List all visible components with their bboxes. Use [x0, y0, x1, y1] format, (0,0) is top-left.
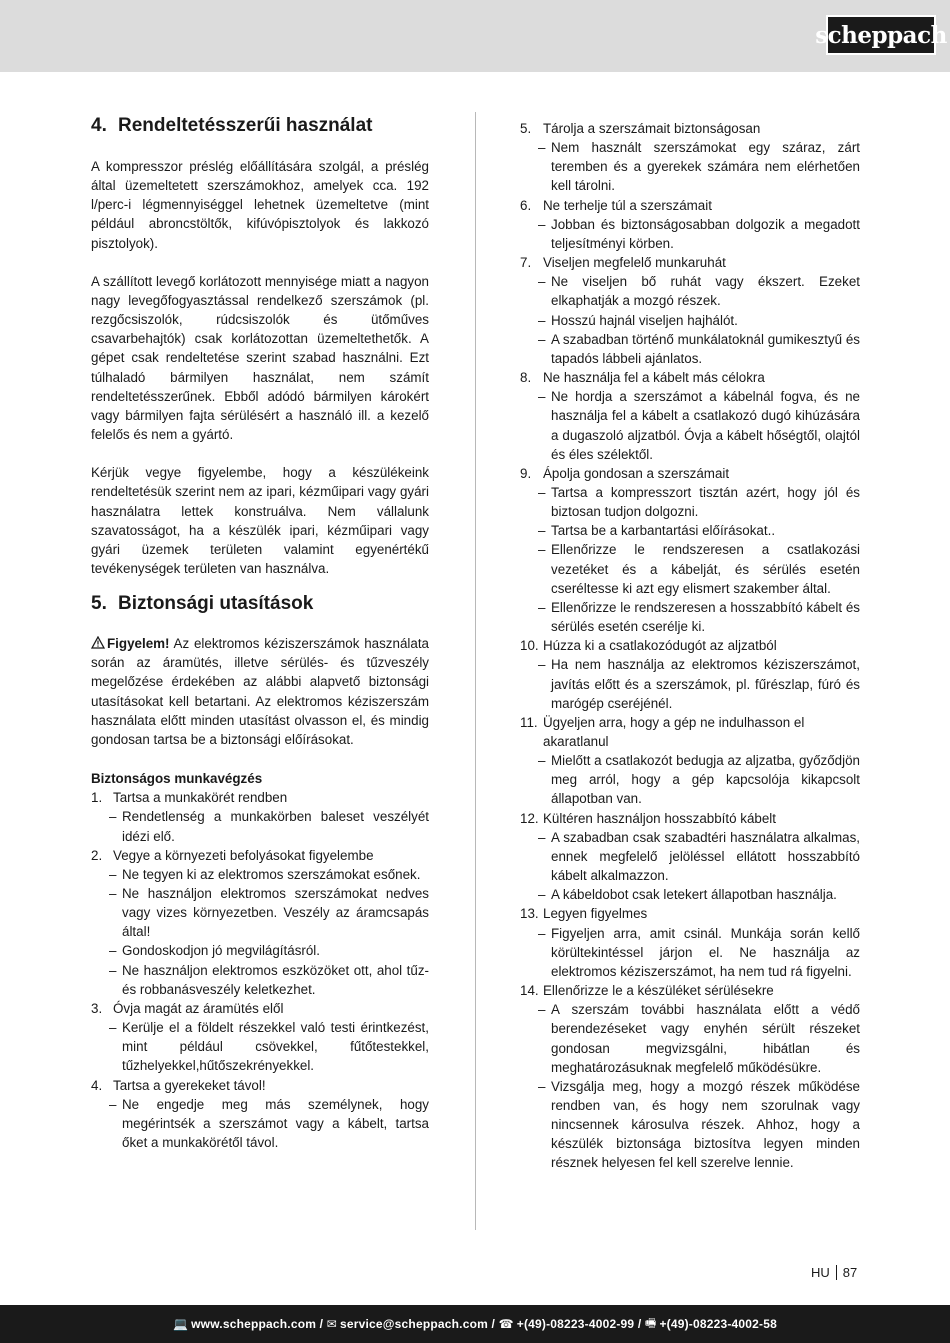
list-sub-item [520, 924, 860, 981]
list-sub-item-text: Nem használt szerszámokat egy száraz, zárt teremben és a gyerekek számára nem elérhetően kell tárolni. [551, 140, 860, 194]
dash-bullet: – [538, 887, 546, 903]
safety-list-right [520, 119, 860, 1173]
list-sub-item-text: Jobban és biztonságosabban dolgozik a megadott teljesítményi körben. [551, 216, 860, 251]
website-link[interactable]: www.scheppach.com / [191, 1317, 324, 1331]
dash-bullet: – [538, 829, 546, 845]
header-band [0, 0, 950, 72]
list-item-number: 4. [91, 1077, 103, 1093]
dash-bullet: – [538, 1002, 546, 1018]
warning-paragraph [91, 634, 429, 749]
dash-bullet: – [538, 657, 546, 673]
warning-label: Figyelem! [107, 636, 170, 652]
list-sub-item-text: Ha nem használja az elektromos kéziszerszámot, javítás előtt és a szerszámok, pl. fűrészlap, fúró és marógép cseréjénél. [551, 657, 860, 711]
list-item-title: Tartsa a munkakörét rendben [113, 790, 288, 806]
list-sub-item-text: A szabadban csak szabadtéri használatra alkalmas, ennek megfelelő jelöléssel ellátott hosszabbító kábelt alkalmazzon. [551, 829, 860, 884]
section-4-paragraph-2: A szállított levegő korlátozott mennyisége miatt a nagyon nagy levegőfogyasztással rendelkező szerszámok (pl. rezgőcsiszolók, rúdcsiszolók és ütőműves csavarbehajtók) csak korlátozottan üzemeltethetők. A gépet csak rendeltetése szerint szabad használni. Ezt túlhaladó bármilyen használat, nem számít rendeltetésszerűnek. Ebből adódó bármilyen károkért vagy bármilyen fajta sérülésért a használó ill. a kezelő felelős és nem a gyártó. [91, 273, 429, 443]
dash-bullet: – [109, 809, 117, 825]
list-sub-item [520, 598, 860, 636]
list-item [520, 636, 860, 655]
dash-bullet: – [538, 331, 546, 347]
list-sub-item-text: Ne engedje meg más személynek, hogy megérintsék a szerszámot vagy a kábelt, tartsa őket a munkakörétől távol. [122, 1096, 429, 1151]
list-item [91, 788, 429, 807]
list-sub-item [520, 885, 860, 904]
list-item-number: 13. [520, 906, 539, 922]
column-divider [475, 112, 476, 1230]
dash-bullet: – [538, 216, 546, 232]
list-item-title: Tartsa a gyerekeket távol! [113, 1077, 266, 1093]
contact-footer [0, 1305, 950, 1343]
dash-bullet: – [109, 1020, 117, 1036]
list-sub-item [520, 215, 860, 253]
brand-logo: scheppach [826, 15, 936, 55]
list-sub-item-text: Ellenőrizze le rendszeresen a csatlakozási vezetéket és a kábelját, és sérülés esetén cseréltesse ki azt egy elismert szakember által. [551, 542, 860, 596]
list-sub-item [91, 884, 429, 941]
list-item-number: 5. [520, 121, 532, 136]
list-sub-item [520, 751, 860, 808]
list-item-title: Vegye a környezeti befolyásokat figyelembe [113, 847, 374, 863]
list-sub-item [91, 941, 429, 960]
list-item-number: 3. [91, 1000, 103, 1016]
list-item-number: 11. [520, 714, 538, 730]
list-item-number: 2. [91, 847, 103, 863]
fax-number: +(49)-08223-4002-58 [659, 1317, 778, 1331]
list-item [91, 1076, 429, 1095]
list-item-title: Ellenőrizze le a készüléket sérülésekre [543, 983, 774, 999]
list-item-number: 10. [520, 638, 539, 654]
section-4-paragraph-3: Kérjük vegye figyelembe, hogy a készülékeink rendeltetésük szerint nem az ipari, kézműipari vagy gyári használatra lettek konstruálva. Nem vállalunk szavatosságot, ha a készülék ipari, kézműipari vagy gyári üzemek területen valamint egyenértékű tevékenységek területen van használva. [91, 465, 429, 576]
list-sub-item-text: A szabadban történő munkálatoknál gumikesztyű és tapadós lábbeli ajánlatos. [551, 331, 860, 366]
dash-bullet: – [538, 523, 546, 539]
list-item [520, 809, 860, 828]
list-sub-item [520, 1000, 860, 1077]
list-sub-item-text: Ne tegyen ki az elektromos szerszámokat esőnek. [122, 866, 421, 882]
list-sub-item [520, 138, 860, 195]
list-item-number: 12. [520, 810, 539, 826]
section-5-heading: 5. Biztonsági utasítások [91, 593, 314, 615]
list-sub-item-text: Tartsa a kompresszort tisztán azért, hogy jól és biztosan tudjon dolgozni. [551, 484, 860, 520]
dash-bullet: – [109, 866, 117, 882]
list-item-number: 14. [520, 983, 539, 999]
list-sub-item [91, 1018, 429, 1075]
list-item [520, 713, 860, 751]
list-item [91, 846, 429, 865]
list-sub-item-text: Ne hordja a szerszámot a kábelnál fogva, és ne használja fel a kábelt a csatlakozó dugó kihúzására a dugaszoló aljzatból. Óvja a kábelt hőségtől, olajtól és éles szélektől. [551, 389, 860, 462]
list-item-title: Legyen figyelmes [543, 906, 648, 922]
computer-icon: 💻 [172, 1317, 189, 1331]
fax-icon: 🖷 [644, 1315, 657, 1330]
list-sub-item-text: Ne viseljen bő ruhát vagy ékszert. Ezeket elkaphatják a mozgó részek. [551, 274, 860, 309]
dash-bullet: – [538, 753, 546, 769]
email-icon: ✉ [326, 1317, 337, 1331]
list-sub-item-text: Tartsa be a karbantartási előírásokat.. [551, 523, 776, 539]
list-sub-item [520, 387, 860, 464]
list-sub-item [520, 272, 860, 310]
list-sub-item [520, 521, 860, 540]
list-item-title: Ápolja gondosan a szerszámait [543, 465, 730, 481]
dash-bullet: – [538, 484, 546, 500]
list-item-number: 9. [520, 465, 532, 481]
list-sub-item-text: A szerszám további használata előtt a védő berendezéseket vagy enyhén sérült részeket gondosan megvizsgálni, hibátlan és meghatározásuknak megfelelő működésükre. [551, 1002, 860, 1075]
dash-bullet: – [109, 886, 117, 901]
list-sub-item-text: Ellenőrizze le rendszeresen a hosszabbító kábelt és sérülés esetén cserélje ki. [551, 599, 860, 635]
list-item-number: 6. [520, 197, 532, 213]
section-4-heading: 4. Rendeltetésszerűi használat [91, 115, 373, 136]
page-num: 87 [842, 1265, 858, 1280]
list-item [520, 196, 860, 215]
section-4-paragraph-1: A kompresszor préslég előállítására szolgál, a préslég által üzemeltetett szerszámokhoz, amelyek cca. 192 l/perc-i légmennyiséggel lehetnek üzemeltetve (mint például abroncstöltők, kifúvópisztolyok és lakkozó pisztolyok). [91, 159, 429, 251]
page-separator [836, 1265, 837, 1280]
safe-work-subheading: Biztonságos munkavégzés [91, 771, 263, 787]
list-item [520, 981, 860, 1000]
right-column [520, 119, 860, 1173]
list-sub-item [520, 540, 860, 597]
list-sub-item-text: Ne használjon elektromos szerszámokat nedves vagy vizes környezetben. Veszély az áramcsapás által! [122, 886, 429, 940]
phone-icon: ☎ [498, 1317, 514, 1331]
list-sub-item-text: Kerülje el a földelt részekkel való testi érintkezést, mint például csövekkel, fűtőtestekkel, tűzhelyekkel,hűtőszekrényekkel. [122, 1020, 429, 1074]
language-code: HU [811, 1265, 830, 1280]
email-link[interactable]: service@scheppach.com / [340, 1317, 496, 1331]
list-sub-item [520, 311, 860, 330]
list-item [91, 999, 429, 1018]
list-sub-item [520, 828, 860, 885]
list-item-number: 7. [520, 255, 532, 271]
list-sub-item-text: Hosszú hajnál viseljen hajhálót. [551, 312, 738, 328]
list-sub-item [520, 1077, 860, 1173]
dash-bullet: – [109, 1096, 117, 1112]
list-item [520, 904, 860, 923]
list-sub-item-text: Ne használjon elektromos eszközöket ott, ahol tűz- és robbanásveszély keletkezhet. [122, 962, 429, 997]
dash-bullet: – [538, 389, 546, 405]
list-item-title: Viseljen megfelelő munkaruhát [543, 255, 726, 271]
list-sub-item [520, 483, 860, 521]
list-sub-item [520, 330, 860, 368]
list-item [520, 464, 860, 483]
list-item-title: Ügyeljen arra, hogy a gép ne indulhasson el akaratlanul [543, 714, 805, 749]
list-sub-item [91, 1095, 429, 1152]
list-sub-item-text: Figyeljen arra, amit csinál. Munkája során kellő körültekintéssel járjon el. Ne használja az elektromos kéziszerszámot, ha nem tud rá figyelni. [551, 925, 860, 979]
dash-bullet: – [538, 925, 546, 941]
list-sub-item [91, 807, 429, 845]
list-item [520, 253, 860, 272]
list-item-title: Kültéren használjon hosszabbító kábelt [543, 810, 777, 826]
list-sub-item [91, 961, 429, 999]
list-item [520, 119, 860, 138]
warning-text: Az elektromos kéziszerszámok használata során az áramütés, illetve sérülés- és tűzveszély megelőzése érdekében az alábbi alapvető biztonsági utasításokat kell betartani. Az elektromos kéziszerszám használata előtt minden utasítást olvasson el, és mindig gondosan tartsa be a biztonsági előírásokat. [91, 636, 429, 747]
dash-bullet: – [538, 274, 546, 290]
phone-number: +(49)-08223-4002-99 / [516, 1317, 642, 1331]
dash-bullet: – [109, 962, 117, 978]
dash-bullet: – [538, 1078, 546, 1094]
list-item-title: Tárolja a szerszámait biztonságosan [543, 121, 761, 136]
list-item-number: 8. [520, 370, 532, 386]
list-sub-item-text: Rendetlenség a munkakörben baleset veszélyét idézi elő. [122, 809, 429, 844]
warning-triangle-icon [91, 636, 105, 649]
list-sub-item [91, 865, 429, 884]
list-item-title: Óvja magát az áramütés elől [113, 1000, 284, 1016]
dash-bullet: – [538, 542, 546, 558]
safety-list-left [91, 788, 429, 1152]
page-number [811, 1265, 857, 1280]
list-sub-item-text: Gondoskodjon jó megvilágításról. [122, 943, 320, 959]
list-sub-item-text: Mielőtt a csatlakozót bedugja az aljzatba, győződjön meg arról, hogy a gép kapcsolója kikapcsolt állapotban van. [551, 753, 860, 807]
dash-bullet: – [538, 312, 546, 328]
list-item-title: Húzza ki a csatlakozódugót az aljzatból [543, 638, 777, 654]
list-item-number: 1. [91, 790, 103, 806]
list-sub-item-text: A kábeldobot csak letekert állapotban használja. [551, 887, 837, 903]
dash-bullet: – [538, 140, 546, 156]
dash-bullet: – [109, 943, 117, 959]
list-item-title: Ne használja fel a kábelt más célokra [543, 370, 765, 386]
list-sub-item-text: Vizsgálja meg, hogy a mozgó részek működése rendben van, és hogy nem szorulnak vagy nincsennek károsulva részek. Ahhoz, hogy a készülék biztonsága biztosítva legyen minden résznek helyesen fel kell szerelve lennie. [551, 1078, 860, 1171]
list-item [520, 368, 860, 387]
list-item-title: Ne terhelje túl a szerszámait [543, 197, 712, 213]
left-column [91, 112, 429, 1152]
dash-bullet: – [538, 599, 546, 615]
list-sub-item [520, 655, 860, 712]
